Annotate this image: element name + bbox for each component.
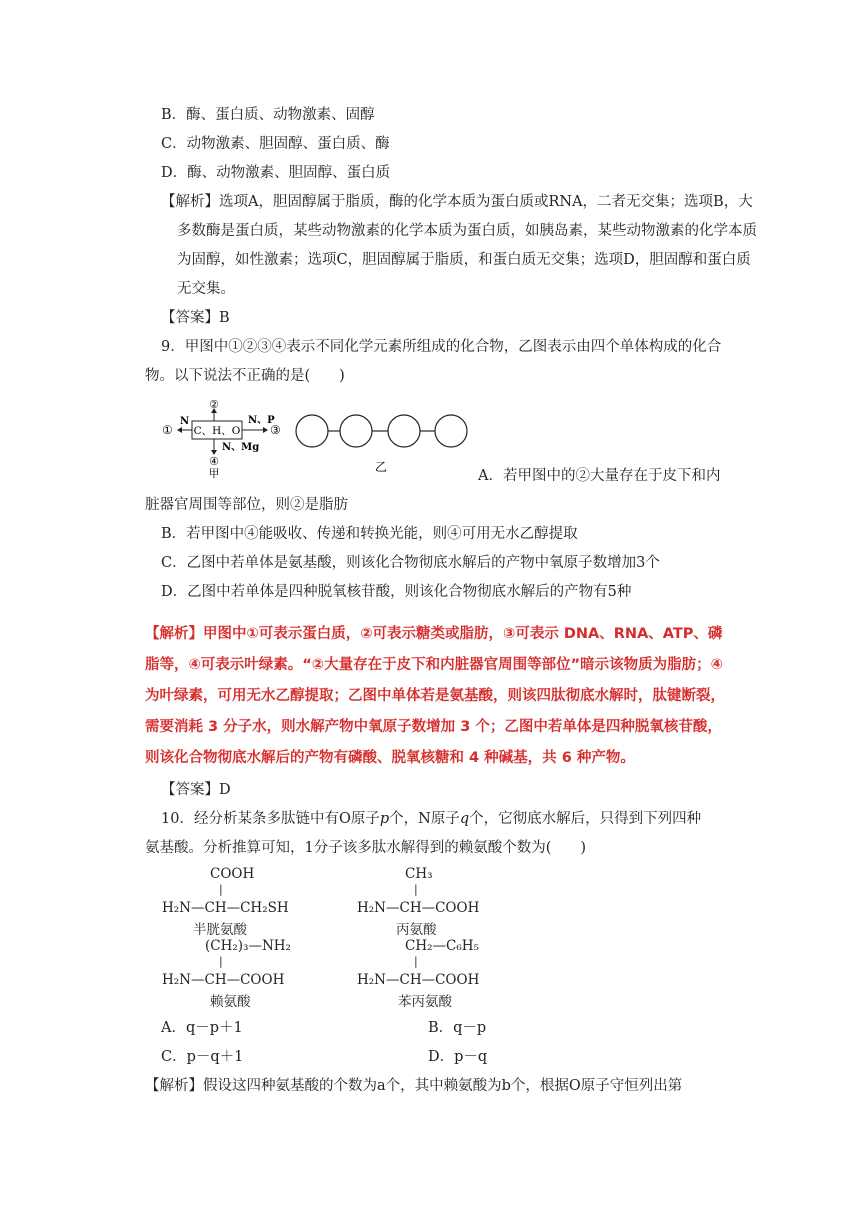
- q8-answer: 【答案】B: [161, 310, 230, 326]
- aa3-top: (CH₂)₃—NH₂: [205, 938, 291, 954]
- figure-jia-elem-bottom: N、Mg: [222, 442, 260, 453]
- aa4-name: 苯丙氨酸: [398, 994, 452, 1010]
- aa1-top: COOH: [210, 866, 255, 882]
- q9-option-d: D．乙图中若单体是四种脱氧核苷酸，则该化合物彻底水解后的产物有5种: [161, 584, 632, 600]
- q8-option-b: B．酶、蛋白质、动物激素、固醇: [161, 107, 375, 123]
- aa2-main: H₂N—CH—COOH: [357, 900, 480, 916]
- q10-option-b: B．q－p: [428, 1020, 487, 1036]
- aa3-bond: |: [219, 955, 223, 968]
- monomer-1: [296, 415, 328, 447]
- q8-option-c: C．动物激素、胆固醇、蛋白质、酶: [161, 136, 390, 152]
- figure-jia-elem-right: N、P: [248, 415, 275, 426]
- monomer-4: [435, 415, 467, 447]
- figure-jia-num-4: ④: [209, 455, 219, 468]
- aa1-bond: |: [219, 883, 223, 896]
- q9-answer: 【答案】D: [161, 782, 231, 798]
- q8-analysis: [161, 188, 757, 304]
- figure-jia: [162, 395, 310, 480]
- aa1-main: H₂N—CH—CH₂SH: [162, 900, 289, 916]
- q9-option-c: C．乙图中若单体是氨基酸，则该化合物彻底水解后的产物中氧原子数增加3个: [161, 555, 660, 571]
- monomer-3: [388, 415, 420, 447]
- aa2-top: CH₃: [405, 866, 433, 882]
- q9-option-a-part1: A．若甲图中的②大量存在于皮下和内: [478, 468, 721, 484]
- q10-stem-p: p: [379, 811, 390, 827]
- figure-jia-caption: 甲: [208, 467, 220, 480]
- q10-stem-text-a: 10．经分析某条多肽链中有O原子: [161, 811, 380, 827]
- figure-jia-num-1: ①: [162, 423, 173, 437]
- q9-stem: [145, 333, 725, 391]
- q9-option-a-part2: 脏器官周围等部位，则②是脂肪: [145, 497, 348, 513]
- q10-option-c: C．p－q＋1: [161, 1049, 244, 1065]
- aa4-bond: |: [414, 955, 418, 968]
- q9-stem-text: 9．甲图中①②③④表示不同化学元素所组成的化合物，乙图表示由四个单体构成的化合物。以下说法不正确的是( ): [145, 339, 722, 384]
- aa1-name: 半胱氨酸: [193, 922, 247, 938]
- q9-analysis: [145, 619, 727, 774]
- q10-stem-q: q: [459, 811, 470, 827]
- aa4-top: CH₂—C₆H₅: [405, 938, 479, 954]
- q8-analysis-text: 【解析】选项A，胆固醇属于脂质，酶的化学本质为蛋白质或RNA，二者无交集；选项B，大多数酶是蛋白质，某些动物激素的化学本质为蛋白质，如胰岛素，某些动物激素的化学本质为固醇，如性激素；选项C，胆固醇属于脂质，和蛋白质无交集；选项D，胆固醇和蛋白质无交集。: [161, 194, 757, 297]
- q10-analysis: 【解析】假设这四种氨基酸的个数为a个，其中赖氨酸为b个，根据O原子守恒列出第: [145, 1078, 683, 1094]
- q10-option-a: A．q－p＋1: [161, 1020, 243, 1036]
- figure-jia-num-2: ②: [209, 398, 219, 411]
- q10-stem-text-b: 个，N原子: [389, 811, 460, 827]
- q10-stem-line2: 氨基酸。分析推算可知，1分子该多肽水解得到的赖氨酸个数为( ): [145, 840, 587, 856]
- figure-jia-num-3: ③: [270, 423, 281, 437]
- figure-jia-center: C、H、O: [193, 425, 241, 437]
- aa2-bond: |: [414, 883, 418, 896]
- aa2-name: 丙氨酸: [396, 922, 437, 938]
- q10-stem-line1: [161, 809, 701, 829]
- q10-stem-text-c: 个，它彻底水解后，只得到下列四种: [469, 811, 702, 827]
- monomer-2: [340, 415, 372, 447]
- figure-jia-elem-left: N: [180, 416, 190, 427]
- aa3-name: 赖氨酸: [210, 994, 251, 1010]
- q10-option-d: D．p－q: [428, 1049, 488, 1065]
- q9-analysis-text: 【解析】甲图中①可表示蛋白质，②可表示糖类或脂肪，③可表示 DNA、RNA、ATP、磷脂等，④可表示叶绿素。“②大量存在于皮下和内脏器官周围等部位”暗示该物质为脂肪；④为叶绿素，可用无水乙醇提取；乙图中单体若是氨基酸，则该四肽彻底水解时，肽键断裂，需要消耗 3 分子水，则水解产物中氧原子数增加 3 个；乙图中若单体是四种脱氧核苷酸，则该化合物彻底水解后的产物有磷酸、脱氧核糖和 4 种碱基，共 6 种产物。: [145, 626, 725, 766]
- figure-yi-caption: 乙: [374, 460, 388, 474]
- figure-yi: [295, 413, 475, 473]
- q8-option-d: D．酶、动物激素、胆固醇、蛋白质: [161, 165, 391, 181]
- q9-option-b: B．若甲图中④能吸收、传递和转换光能，则④可用无水乙醇提取: [161, 526, 578, 542]
- aa4-main: H₂N—CH—COOH: [357, 972, 480, 988]
- aa3-main: H₂N—CH—COOH: [162, 972, 285, 988]
